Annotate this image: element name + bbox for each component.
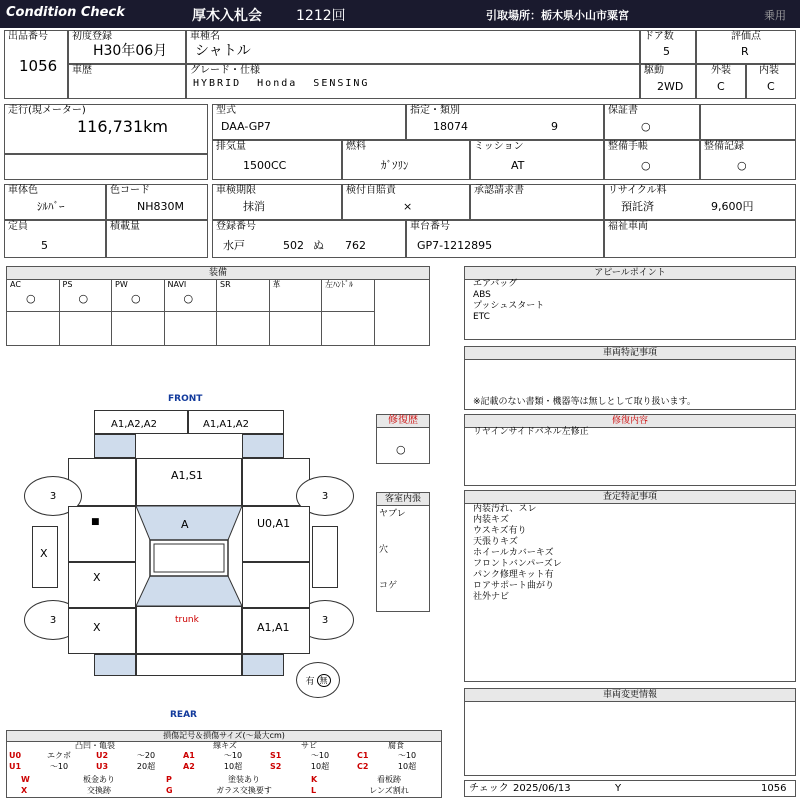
- plate-number: 762: [345, 239, 366, 252]
- damage-legend: [6, 730, 442, 798]
- legend-code: P: [166, 775, 172, 784]
- assessment-item: 内装汚れ、スレ: [473, 504, 537, 514]
- designation-label: 指定・類別: [410, 105, 460, 116]
- legend-code: A2: [183, 762, 195, 771]
- equipment-label: 左ﾊﾝﾄﾞﾙ: [325, 280, 353, 289]
- assessment-item: パンク修理キット有: [473, 570, 554, 580]
- color-cell: [4, 184, 106, 220]
- rear-label: REAR: [170, 710, 197, 720]
- assessment-item: ロアサポート曲がり: [473, 581, 555, 591]
- changes-panel: [464, 688, 796, 776]
- interior-cell: [746, 64, 796, 99]
- legend-code: W: [21, 775, 30, 784]
- legend-code: U1: [9, 762, 22, 771]
- interior-damage-item: コゲ: [379, 581, 398, 591]
- lot-cell: [4, 30, 68, 99]
- score-label: 評価点: [731, 31, 761, 42]
- assessment-item: フロントバンパーズレ: [473, 559, 562, 569]
- chassis-label: 車台番号: [410, 221, 450, 232]
- color-label: 車体色: [8, 185, 38, 196]
- legend-desc: ガラス交換要す: [216, 786, 272, 795]
- legend-desc: 交換跡: [87, 786, 111, 795]
- equipment-check: ○: [26, 292, 36, 305]
- plate-label: 登録番号: [216, 221, 256, 232]
- interior-damage-item: 穴: [379, 545, 389, 555]
- legend-desc: 10超: [310, 762, 330, 771]
- appeal-item: ETC: [473, 312, 490, 322]
- left-side-step: X: [32, 526, 58, 588]
- model-label: 車種名: [190, 31, 220, 42]
- grade-label: グレード・仕様: [190, 65, 260, 76]
- manual-value: ○: [641, 159, 651, 172]
- equipment-column: [217, 279, 270, 312]
- warranty-blank-cell: [700, 104, 796, 140]
- color-code-label: 色コード: [110, 185, 150, 196]
- insurance-cell: [342, 184, 470, 220]
- equipment-column: [7, 279, 60, 312]
- equipment-columns: [7, 279, 429, 345]
- legend-rows: [7, 751, 441, 797]
- assessment-item: ウスキズ有り: [473, 526, 527, 536]
- equipment-blank: [217, 312, 270, 345]
- appeal-item: プッシュスタート: [473, 301, 545, 311]
- assessment-item: ホイールカバーキズ: [473, 548, 554, 558]
- equipment-column: [112, 279, 165, 312]
- manual-label: 整備手帳: [608, 141, 648, 152]
- first-reg-value: H30年06月: [93, 43, 168, 59]
- inspection-cell: [212, 184, 342, 220]
- legend-title: 損傷記号＆損傷サイズ(〜最大cm): [7, 731, 441, 742]
- manual-cell: [604, 140, 700, 180]
- mission-cell: [470, 140, 604, 180]
- lot-label: 出品番号: [8, 31, 48, 42]
- check-label: チェック: [469, 783, 509, 794]
- designation-cell: [406, 104, 604, 140]
- displacement-label: 排気量: [216, 141, 246, 152]
- drive-label: 駆動: [644, 65, 664, 76]
- assessment-item: 社外ナビ: [473, 592, 510, 602]
- load-cell: [106, 220, 208, 258]
- front-bumper-right: A1,A1,A2: [188, 410, 284, 434]
- inspection-value: 抹消: [243, 200, 265, 213]
- footer-lot: 1056: [761, 783, 787, 794]
- assessment-panel: [464, 490, 796, 682]
- legend-group: サビ: [301, 741, 317, 750]
- doors-label: ドア数: [644, 31, 674, 42]
- recycle-label: リサイクル料: [608, 185, 667, 196]
- welfare-cell: [604, 220, 796, 258]
- color-code-value: NH830M: [137, 200, 184, 213]
- fuel-label: 燃料: [346, 141, 366, 152]
- type-value: DAA-GP7: [221, 120, 271, 133]
- mission-label: ミッション: [474, 141, 524, 152]
- interior-value: C: [767, 80, 775, 93]
- warranty-value: ○: [641, 120, 651, 133]
- changes-title: 車両変更情報: [465, 689, 795, 702]
- interior-damage-box: [376, 492, 430, 612]
- insurance-label: 検付自賠責: [346, 185, 396, 196]
- car-diagram: [20, 390, 360, 720]
- score-cell: [696, 30, 796, 64]
- front-bumper-left: A1,A2,A2: [94, 410, 188, 434]
- equipment-blank: [165, 312, 218, 345]
- rear-bumper: [136, 654, 242, 676]
- taillight-left: [94, 654, 136, 676]
- equipment-blank: [270, 312, 323, 345]
- recycle-fee: 9,600円: [711, 200, 754, 213]
- legend-desc: 20超: [136, 762, 156, 771]
- left-rear-door: X: [68, 562, 136, 608]
- spare-value: 無: [317, 674, 331, 687]
- capacity-cell: [4, 220, 106, 258]
- repair-history-value: ○: [396, 443, 406, 456]
- doors-value: 5: [663, 45, 670, 58]
- right-front-door: U0,A1: [242, 506, 310, 562]
- recycle-status: 預託済: [621, 200, 654, 213]
- equipment-column: [322, 279, 375, 312]
- special-title: 車両特記事項: [465, 347, 795, 360]
- repair-content-item: リヤインサイドパネル左修正: [473, 427, 589, 437]
- equipment-panel: [6, 266, 430, 346]
- roof-value: A: [181, 518, 189, 531]
- check-mark: Y: [615, 783, 622, 794]
- appeal-item: ABS: [473, 290, 491, 300]
- grade-value: HYBRID Honda SENSING: [193, 78, 370, 89]
- legend-code: S1: [270, 751, 282, 760]
- exterior-value: C: [717, 80, 725, 93]
- legend-code: A1: [183, 751, 195, 760]
- legend-group: 凸凹・亀裂: [75, 741, 115, 750]
- spare-tire: 有 無: [296, 662, 340, 698]
- capacity-value: 5: [41, 239, 48, 252]
- chassis-value: GP7-1212895: [417, 239, 493, 252]
- appeal-list: [473, 279, 544, 323]
- legend-desc: 10超: [397, 762, 417, 771]
- record-cell: [700, 140, 796, 180]
- legend-code: G: [166, 786, 173, 795]
- repair-history-box: [376, 414, 430, 464]
- equipment-label: PS: [62, 280, 73, 289]
- equipment-label: NAVI: [167, 280, 187, 289]
- equipment-label: AC: [10, 280, 21, 289]
- interior-damage-item: ヤブレ: [379, 509, 406, 519]
- capacity-label: 定員: [8, 221, 28, 232]
- insurance-value: ×: [403, 200, 413, 213]
- plate-area: 水戸: [223, 239, 245, 252]
- auction-name: 厚木入札会: [192, 8, 262, 24]
- trunk: trunk: [136, 606, 242, 654]
- chassis-cell: [406, 220, 604, 258]
- legend-group: 腐食: [388, 741, 404, 750]
- tire-right-rear: 3: [296, 600, 354, 640]
- warranty-cell: [604, 104, 700, 140]
- equipment-column: [270, 279, 323, 312]
- equipment-label: 革: [272, 280, 281, 289]
- approval-cell: [470, 184, 604, 220]
- legend-desc: 10超: [223, 762, 243, 771]
- special-panel: [464, 346, 796, 410]
- brand-title: Condition Check: [6, 5, 125, 20]
- type-label: 型式: [216, 105, 236, 116]
- legend-desc: 塗装あり: [228, 775, 260, 784]
- assessment-item: 内装キズ: [473, 515, 509, 525]
- right-quarter-panel: A1,A1: [242, 608, 310, 654]
- equipment-check: ○: [131, 292, 141, 305]
- interior-label: 内装: [759, 65, 779, 76]
- mission-value: AT: [511, 159, 525, 172]
- displacement-cell: [212, 140, 342, 180]
- history-label: 車歴: [72, 65, 92, 76]
- type-cell: [212, 104, 406, 140]
- legend-code: U3: [96, 762, 109, 771]
- tire-right-front: 3: [296, 476, 354, 516]
- displacement-value: 1500CC: [243, 159, 287, 172]
- welfare-label: 福祉車両: [608, 221, 648, 232]
- equipment-blank: [7, 312, 60, 345]
- left-quarter-panel: X: [68, 608, 136, 654]
- approval-label: 承認請求書: [474, 185, 524, 196]
- first-reg-label: 初度登録: [72, 31, 112, 42]
- category-number: 9: [551, 120, 558, 133]
- taillight-right: [242, 654, 284, 676]
- legend-code: C1: [357, 751, 369, 760]
- legend-desc: エクボ: [47, 751, 71, 760]
- appeal-panel: [464, 266, 796, 340]
- legend-code: K: [311, 775, 318, 784]
- drive-value: 2WD: [657, 80, 684, 93]
- repair-content-title: 修復内容: [465, 415, 795, 428]
- appeal-item: エアバッグ: [473, 279, 518, 289]
- equipment-blank: [60, 312, 113, 345]
- legend-group: 線キズ: [213, 741, 237, 750]
- left-front-door: ■: [68, 506, 136, 562]
- legend-code: C2: [357, 762, 369, 771]
- repair-history-title: 修復歴: [377, 415, 429, 428]
- special-note: ※記載のない書類・機器等は無しとして取り扱います。: [473, 397, 696, 407]
- front-label: FRONT: [168, 394, 203, 404]
- score-value: R: [741, 45, 749, 58]
- legend-code: U0: [9, 751, 22, 760]
- mileage-value: 116,731km: [77, 117, 169, 136]
- legend-code: U2: [96, 751, 109, 760]
- load-label: 積載量: [110, 221, 140, 232]
- equipment-label: SR: [220, 280, 231, 289]
- fuel-value: ｶﾞｿﾘﾝ: [381, 159, 409, 172]
- equipment-blank: [322, 312, 375, 345]
- appeal-title: アピールポイント: [465, 267, 795, 280]
- legend-desc: 〜20: [136, 751, 156, 760]
- exterior-label: 外装: [711, 65, 731, 76]
- hood: A1,S1: [136, 458, 242, 506]
- header-bar: [0, 0, 800, 28]
- inspection-label: 車検期限: [216, 185, 256, 196]
- legend-code: S2: [270, 762, 282, 771]
- legend-desc: 〜10: [223, 751, 243, 760]
- first-reg-cell: [68, 30, 186, 64]
- auction-session: 1212回: [296, 8, 346, 24]
- grade-cell: [186, 64, 640, 99]
- equipment-column: [165, 279, 218, 312]
- tire-left-rear: 3: [24, 600, 82, 640]
- doors-cell: [640, 30, 696, 64]
- equipment-column: [60, 279, 113, 312]
- color-code-cell: [106, 184, 208, 220]
- assessment-title: 査定特記事項: [465, 491, 795, 504]
- exterior-cell: [696, 64, 746, 99]
- plate-kana: ぬ: [313, 239, 324, 252]
- assessment-list: [473, 504, 562, 603]
- history-cell: [68, 64, 186, 99]
- record-value: ○: [737, 159, 747, 172]
- equipment-check: ○: [183, 292, 194, 305]
- legend-code: X: [21, 786, 28, 795]
- legend-desc: 看板跡: [377, 775, 401, 784]
- legend-desc: 〜10: [397, 751, 417, 760]
- pickup-location: 引取場所：栃木県小山市粟宮: [486, 9, 629, 22]
- mileage-extra-cell: [4, 154, 208, 180]
- plate-cell: [212, 220, 406, 258]
- fuel-cell: [342, 140, 470, 180]
- designation-value: 18074: [433, 120, 468, 133]
- legend-desc: 〜10: [49, 762, 69, 771]
- interior-damage-title: 客室内張: [377, 493, 429, 506]
- legend-desc: 〜10: [310, 751, 330, 760]
- model-cell: [186, 30, 640, 64]
- lot-number: 1056: [19, 57, 58, 75]
- assessment-item: 天張りキズ: [473, 537, 518, 547]
- color-value: ｼﾙﾊﾞｰ: [37, 200, 65, 213]
- mileage-label: 走行(現メーター): [8, 105, 86, 116]
- equipment-blank: [112, 312, 165, 345]
- legend-desc: レンズ割れ: [369, 786, 409, 795]
- equipment-title: 装備: [7, 267, 429, 280]
- recycle-cell: [604, 184, 796, 220]
- category-label: 乗用: [764, 9, 786, 22]
- plate-class: 502: [283, 239, 304, 252]
- model-value: シャトル: [195, 43, 251, 59]
- mileage-cell: [4, 104, 208, 154]
- warranty-label: 保証書: [608, 105, 638, 116]
- equipment-label: PW: [115, 280, 128, 289]
- drive-cell: [640, 64, 696, 99]
- legend-desc: 板金あり: [83, 775, 115, 784]
- repair-content-panel: [464, 414, 796, 486]
- tire-left-front: 3: [24, 476, 82, 516]
- equipment-check: ○: [78, 292, 89, 305]
- legend-code: L: [311, 786, 317, 795]
- check-date: 2025/06/13: [513, 783, 571, 794]
- footer-bar: [464, 780, 796, 797]
- record-label: 整備記録: [704, 141, 744, 152]
